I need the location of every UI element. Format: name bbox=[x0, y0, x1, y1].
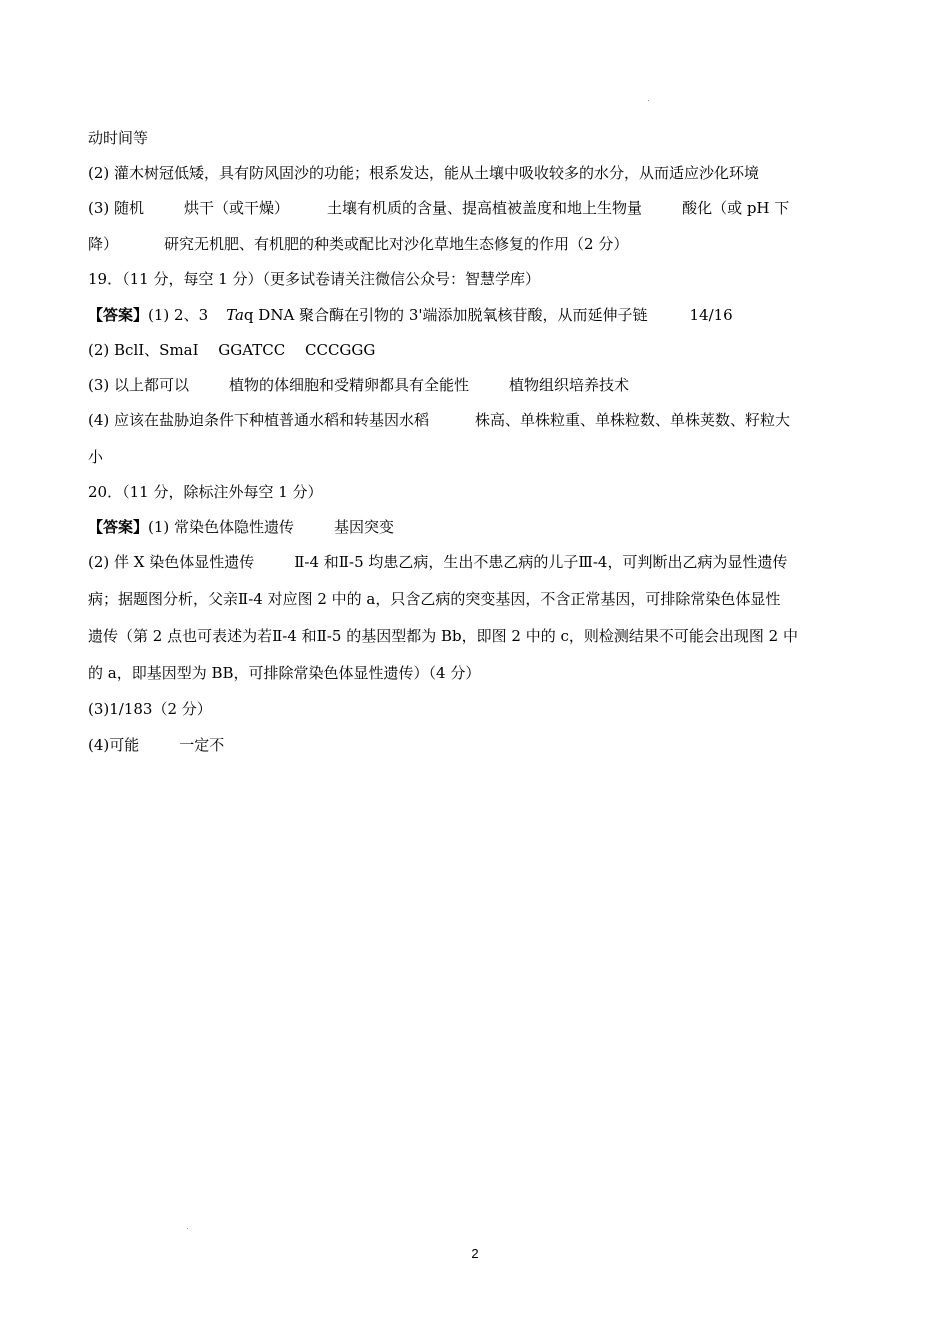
text-line-6: 【答案】(1) 2、3 Taq DNA 聚合酶在引物的 3'端添加脱氧核苷酸，从而延伸子链 14/16 bbox=[88, 306, 733, 324]
question-20-header: 20．（11 分，除标注外每空 1 分） bbox=[88, 483, 323, 501]
answer-random: (3) 随机 bbox=[88, 199, 145, 217]
text-line-8: (3) 以上都可以 植物的体细胞和受精卵都具有全能性 植物组织培养技术 bbox=[88, 376, 630, 394]
answer-label: 【答案】 bbox=[88, 518, 149, 536]
text-line-18: (4)可能 一定不 bbox=[88, 736, 225, 754]
text-line-7: (2) BclⅠ、SmaⅠ GGATCC CCCGGG bbox=[88, 341, 376, 359]
question-19-header: 19．（11 分，每空 1 分）（更多试卷请关注微信公众号：智慧学库） bbox=[88, 270, 541, 288]
text-line-10: 小 bbox=[88, 448, 104, 466]
answer-dry: 烘干（或干燥） bbox=[184, 199, 290, 217]
scan-speck bbox=[187, 1228, 188, 1229]
text-line-2: (2) 灌木树冠低矮，具有防风固沙的功能；根系发达，能从土壤中吸收较多的水分，从而适应沙化环境 bbox=[88, 164, 760, 182]
answer-organic: 土壤有机质的含量、提高植被盖度和地上生物量 bbox=[327, 199, 643, 217]
answer-label: 【答案】 bbox=[88, 306, 149, 324]
text-line-9: (4) 应该在盐胁迫条件下种植普通水稻和转基因水稻 株高、单株粒重、单株粒数、单株荚数、籽粒大 bbox=[88, 411, 791, 429]
text-line-16: 的 a，即基因型为 BB，可排除常染色体显性遗传）（4 分） bbox=[88, 664, 481, 682]
text-line-12: 【答案】(1) 常染色体隐性遗传 基因突变 bbox=[88, 518, 395, 536]
text-line-13: (2) 伴 X 染色体显性遗传 Ⅱ-4 和Ⅱ-5 均患乙病，生出不患乙病的儿子Ⅲ-4，可判断出乙病为显性遗传 bbox=[88, 553, 788, 571]
scan-speck bbox=[648, 100, 649, 101]
answer-acidify: 酸化（或 pH 下 bbox=[682, 199, 790, 217]
page-number: 2 bbox=[471, 1246, 479, 1261]
text-line-17: (3)1/183（2 分） bbox=[88, 700, 212, 718]
text-line-1: 动时间等 bbox=[88, 129, 149, 147]
answer-research: 研究无机肥、有机肥的种类或配比对沙化草地生态修复的作用（2 分） bbox=[164, 235, 629, 253]
text-line-14: 病；据题图分析，父亲Ⅱ-4 对应图 2 中的 a，只含乙病的突变基因，不含正常基因，可排除常染色体显性 bbox=[88, 590, 781, 608]
text-line-15: 遗传（第 2 点也可表述为若Ⅱ-4 和Ⅱ-5 的基因型都为 Bb，即图 2 中的 c，则检测结果不可能会出现图 2 中 bbox=[88, 627, 798, 645]
text-line-3 bbox=[88, 198, 789, 218]
text-line-4: 降） 研究无机肥、有机肥的种类或配比对沙化草地生态修复的作用（2 分） bbox=[88, 235, 629, 253]
